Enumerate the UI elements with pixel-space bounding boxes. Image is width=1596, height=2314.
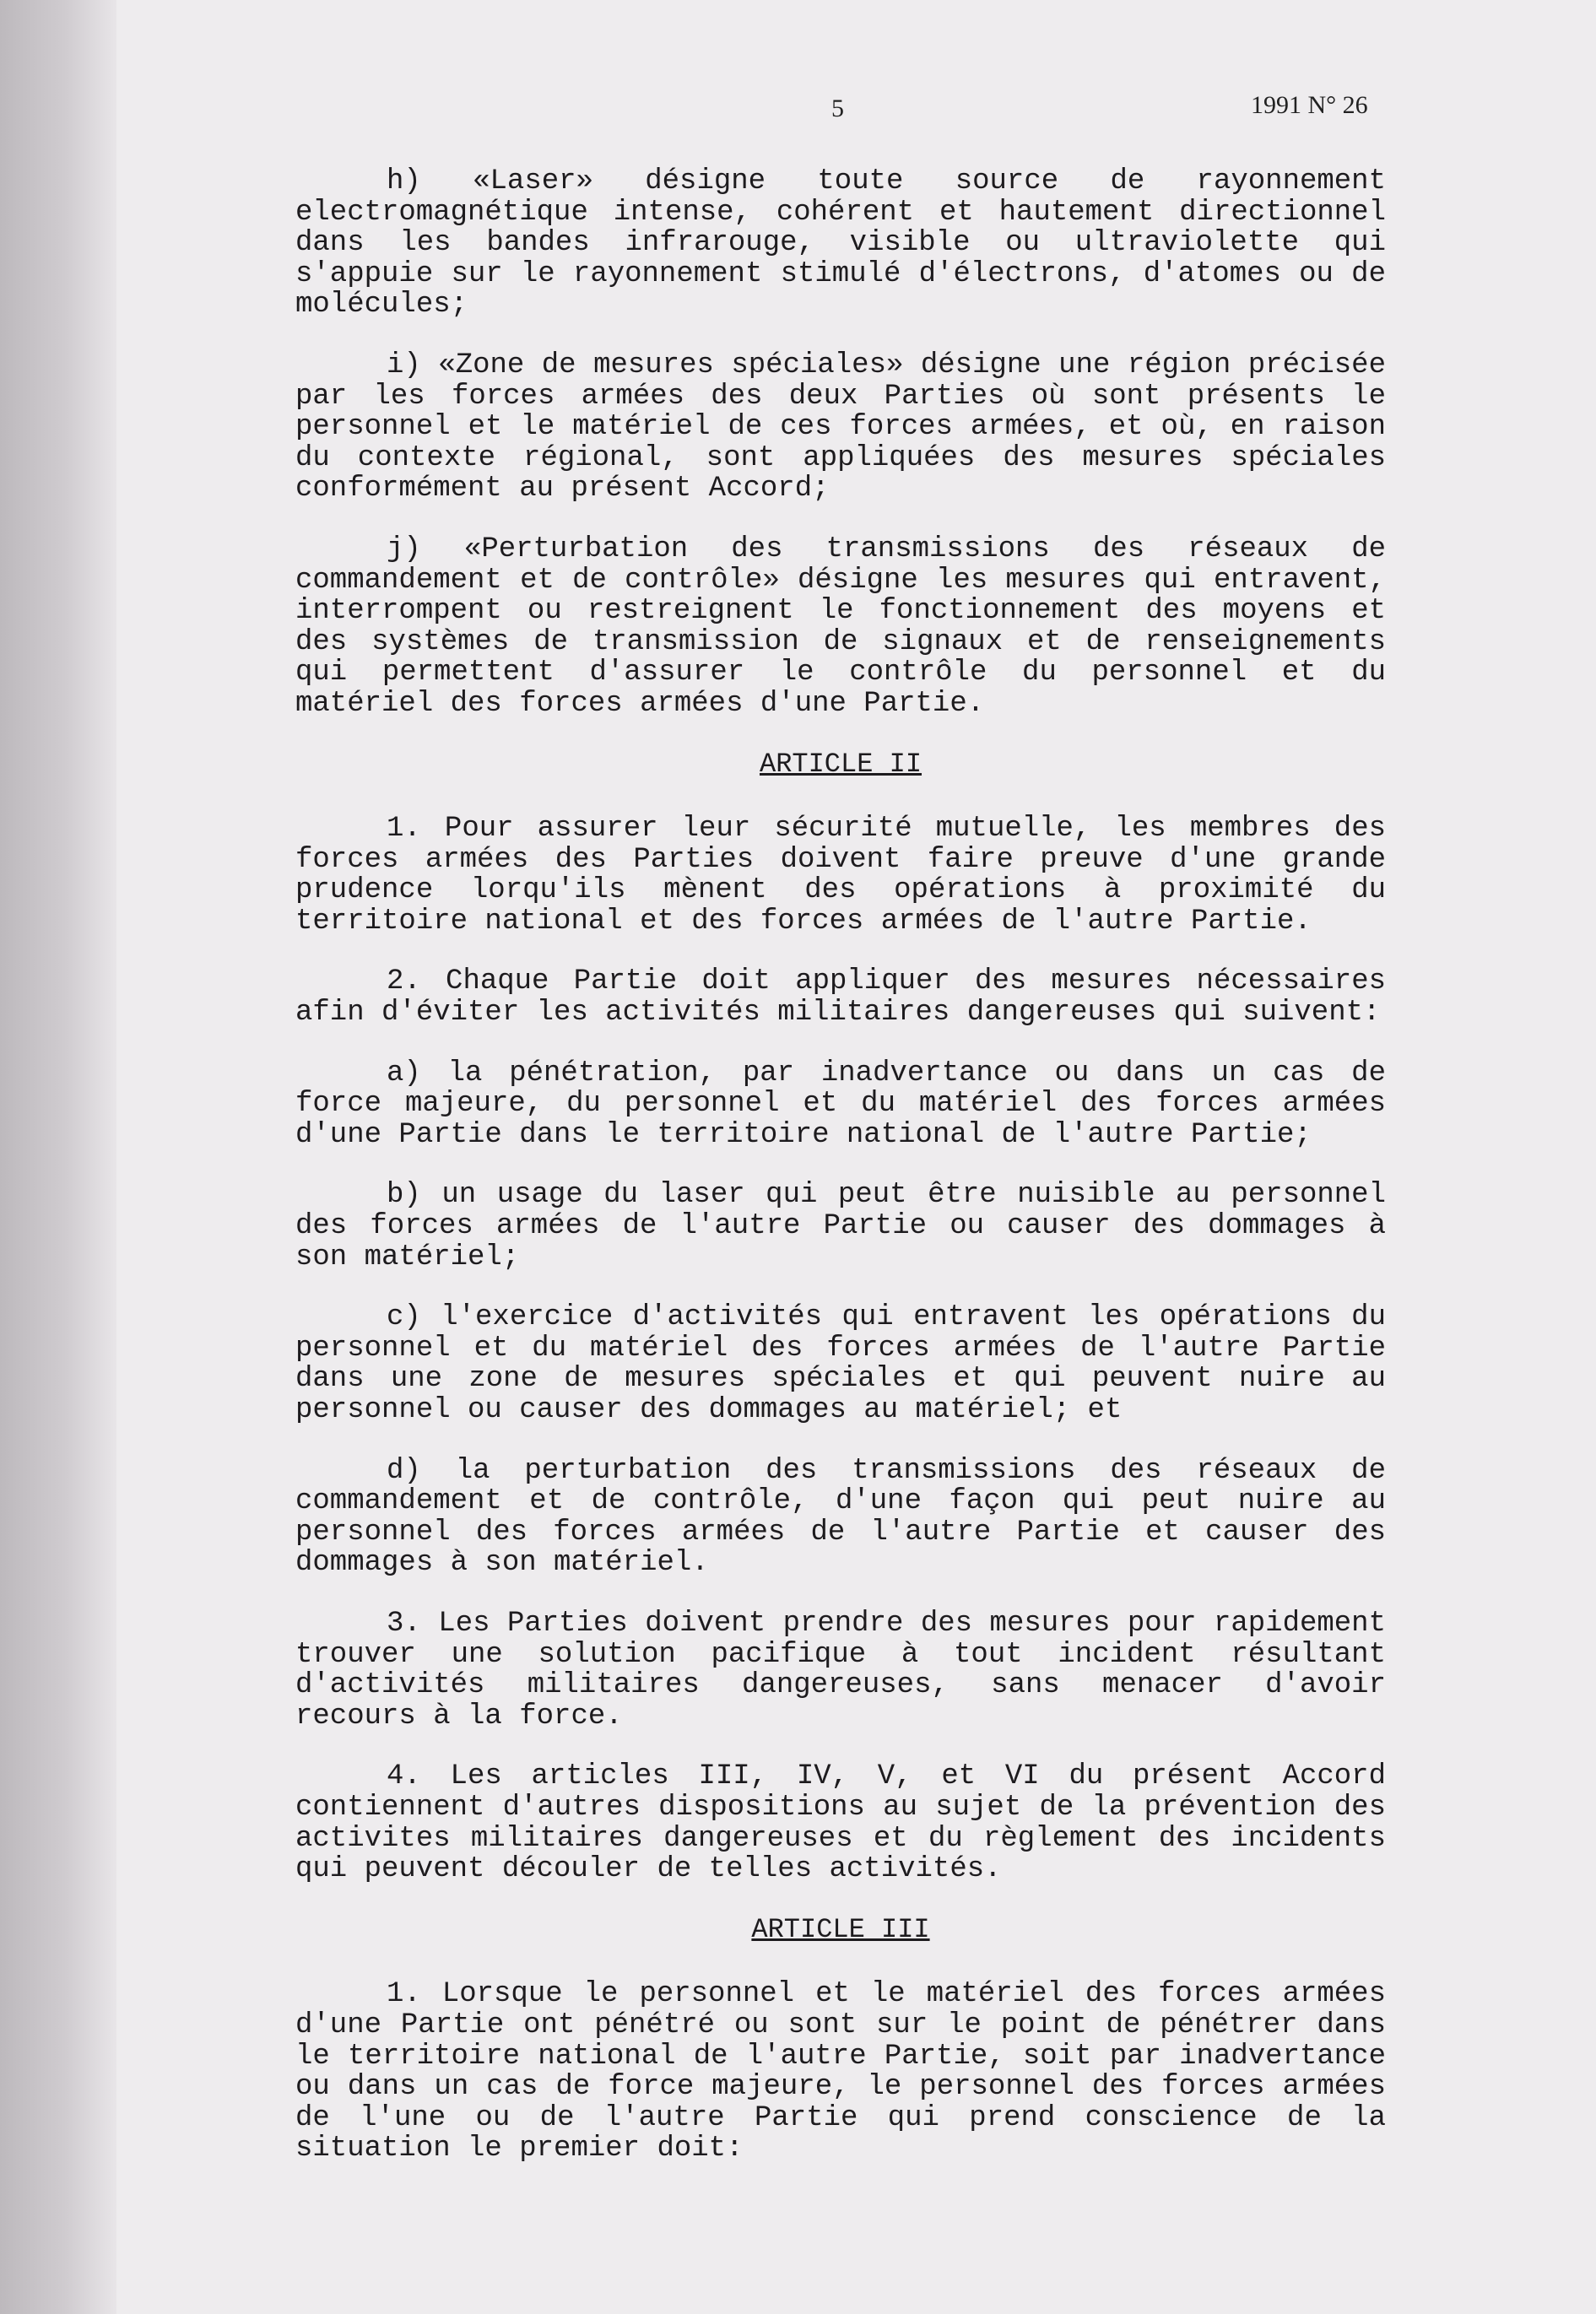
article-ii-paragraph-2: 2. Chaque Partie doit appliquer des mesures nécessaires afin d'éviter les activités militaires dangereuses qui suivent: <box>295 965 1386 1030</box>
article-ii-item-a: a) la pénétration, par inadvertance ou dans un cas de force majeure, du personnel et du matériel des forces armées d'une Partie dans le territoire national de l'autre Partie; <box>295 1057 1386 1151</box>
definition-h: h) «Laser» désigne toute source de rayonnement electromagnétique intense, cohérent et hautement directionnel dans les bandes infrarouge, visible ou ultraviolette qui s'appuie sur le rayonnement stimulé d'électrons, d'atomes ou de molécules; <box>295 165 1386 322</box>
article-ii-paragraph-3: 3. Les Parties doivent prendre des mesures pour rapidement trouver une solution pacifique à tout incident résultant d'activités militaires dangereuses, sans menacer d'avoir recours à la force. <box>295 1607 1386 1733</box>
article-ii-heading: ARTICLE II <box>759 748 922 780</box>
page-number: 5 <box>831 95 844 122</box>
definition-j: j) «Perturbation des transmissions des réseaux de commandement et de contrôle» désigne les mesures qui entravent, interrompent ou restreignent le fonctionnement des moyens et des systèmes de transmission de signaux et de renseignements qui permettent d'assurer le contrôle du personnel et du matériel des forces armées d'une Partie. <box>295 533 1386 720</box>
article-ii-item-c: c) l'exercice d'activités qui entravent les opérations du personnel et du matériel des forces armées de l'autre Partie dans une zone de mesures spéciales et qui peuvent nuire au personnel ou causer des dommages au matériel; et <box>295 1301 1386 1426</box>
document-body <box>295 166 1386 2194</box>
definition-i: i) «Zone de mesures spéciales» désigne une région précisée par les forces armées des deux Parties où sont présents le personnel et le matériel de ces forces armées, et où, en raison du contexte régional, sont appliquées des mesures spéciales conformément au présent Accord; <box>295 349 1386 506</box>
article-ii-item-b: b) un usage du laser qui peut être nuisible au personnel des forces armées de l'autre Partie ou causer des dommages à son matériel; <box>295 1179 1386 1273</box>
page-binding-shadow <box>0 0 116 2314</box>
document-reference: 1991 N° 26 <box>1251 91 1368 119</box>
article-iii-paragraph-1: 1. Lorsque le personnel et le matériel des forces armées d'une Partie ont pénétré ou sont sur le point de pénétrer dans le territoire national de l'autre Partie, soit par inadvertance ou dans un cas de force majeure, le personnel des forces armées de l'une ou de l'autre Partie qui prend conscience de la situation le premier doit: <box>295 1978 1386 2165</box>
article-ii-item-d: d) la perturbation des transmissions des réseaux de commandement et de contrôle, d'une façon qui peut nuire au personnel des forces armées de l'autre Partie et causer des dommages à son matériel. <box>295 1454 1386 1580</box>
article-iii-heading: ARTICLE III <box>751 1913 930 1945</box>
article-ii-paragraph-1: 1. Pour assurer leur sécurité mutuelle, les membres des forces armées des Parties doivent faire preuve d'une grande prudence lorqu'ils mènent des opérations à proximité du territoire national et des forces armées de l'autre Partie. <box>295 813 1386 938</box>
article-ii-paragraph-4: 4. Les articles III, IV, V, et VI du présent Accord contiennent d'autres dispositions au sujet de la prévention des activites militaires dangereuses et du règlement des incidents qui peuvent découler de telles activités. <box>295 1760 1386 1886</box>
